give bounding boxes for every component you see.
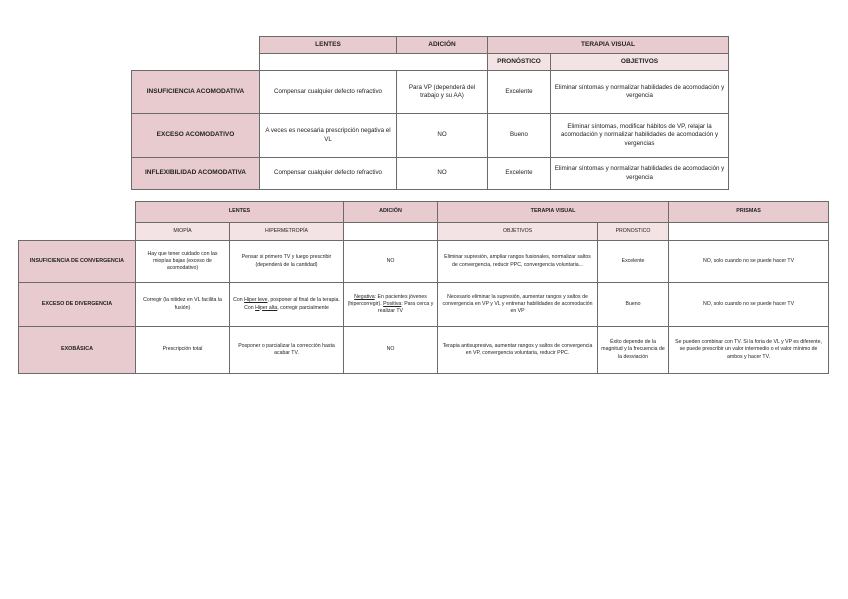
- row-label-exceso-de-divergencia: EXCESO DE DIVERGENCIA: [19, 283, 136, 327]
- cell-objetivos: Eliminar síntomas y normalizar habilidades de acomodación y vergencia: [551, 158, 729, 190]
- cell-objetivos: Necesario eliminar la supresión, aumentar rangos y saltos de convergencia en VP y VL y entrenar habilidades de acomodación en VP: [438, 283, 598, 327]
- header-blank-cell: [344, 223, 438, 241]
- cell-objetivos: Terapia antisupresiva, aumentar rangos y saltos de convergencia en VP, convergencia voluntaria, reducir PPC.: [438, 327, 598, 374]
- cell-pronostico: Éxito depende de la magnitud y la frecuencia de la desviación: [598, 327, 669, 374]
- row-label-insuficiencia-acomodativa: INSUFICIENCIA ACOMODATIVA: [132, 71, 260, 114]
- header-hipermetropia: HIPERMETROPÍA: [230, 223, 344, 241]
- header-blank-cell: [669, 223, 829, 241]
- cell-prismas: NO, solo cuando no se puede hacer TV: [669, 283, 829, 327]
- cell-adicion: NO: [397, 158, 488, 190]
- header-objetivos: OBJETIVOS: [551, 54, 729, 71]
- header-lentes: LENTES: [260, 37, 397, 54]
- cell-adicion: Negativa: En pacientes jóvenes (hipercorregir). Positiva: Para cerca y realizar TV: [344, 283, 438, 327]
- cell-pronostico: Excelente: [598, 241, 669, 283]
- cell-miopia: Corregir (la nitidez en VL facilita la fusión): [136, 283, 230, 327]
- cell-adicion: NO: [344, 327, 438, 374]
- header-pronostico: PRONÓSTICO: [488, 54, 551, 71]
- header-prismas: PRISMAS: [669, 202, 829, 223]
- cell-adicion: NO: [397, 114, 488, 158]
- row-label-exobasica: EXOBÁSICA: [19, 327, 136, 374]
- cell-miopia: Hay que tener cuidado con las miopías bajas (exceso de acomodativo): [136, 241, 230, 283]
- binocular-disorders-table: [18, 201, 829, 374]
- cell-adicion: NO: [344, 241, 438, 283]
- header-adicion: ADICIÓN: [397, 37, 488, 54]
- cell-pronostico: Bueno: [488, 114, 551, 158]
- cell-miopia: Prescripción total: [136, 327, 230, 374]
- row-label-inflexibilidad-acomodativa: INFLEXIBILIDAD ACOMODATIVA: [132, 158, 260, 190]
- accommodative-disorders-table: [131, 36, 729, 190]
- header-lentes: LENTES: [136, 202, 344, 223]
- row-label-insuficiencia-de-convergencia: INSUFICIENCIA DE CONVERGENCIA: [19, 241, 136, 283]
- cell-prismas: NO, solo cuando no se puede hacer TV: [669, 241, 829, 283]
- header-objetivos: OBJETIVOS: [438, 223, 598, 241]
- cell-pronostico: Excelente: [488, 158, 551, 190]
- cell-objetivos: Eliminar supresión, ampliar rangos fusionales, normalizar saltos de convergencia, reducir PPC, convergencia voluntaria...: [438, 241, 598, 283]
- cell-hipermetropia: Con Hiper leve, posponer al final de la terapia. Con Hiper alta, corregir parcialmente: [230, 283, 344, 327]
- cell-prismas: Se pueden combinar con TV. Si la foria de VL y VP es diferente, se puede prescribir un valor intermedio o el valor mínimo de ambos y hacer TV.: [669, 327, 829, 374]
- row-label-exceso-acomodativo: EXCESO ACOMODATIVO: [132, 114, 260, 158]
- header-miopia: MIOPÍA: [136, 223, 230, 241]
- cell-pronostico: Bueno: [598, 283, 669, 327]
- header-terapia-visual: TERAPIA VISUAL: [488, 37, 729, 54]
- cell-lentes: Compensar cualquier defecto refractivo: [260, 158, 397, 190]
- cell-hipermetropia: Pensar si primero TV y luego prescribir (dependerá de la cantidad): [230, 241, 344, 283]
- cell-objetivos: Eliminar síntomas, modificar hábitos de VP, relajar la acomodación y normalizar habilidades de acomodación y vergencias: [551, 114, 729, 158]
- header-pronostico: PRONOSTICO: [598, 223, 669, 241]
- header-terapia-visual: TERAPIA VISUAL: [438, 202, 669, 223]
- cell-lentes: Compensar cualquier defecto refractivo: [260, 71, 397, 114]
- cell-pronostico: Excelente: [488, 71, 551, 114]
- cell-lentes: A veces es necesaria prescripción negativa el VL: [260, 114, 397, 158]
- header-adicion: ADICIÓN: [344, 202, 438, 223]
- cell-adicion: Para VP (dependerá del trabajo y su AA): [397, 71, 488, 114]
- cell-objetivos: Eliminar síntomas y normalizar habilidades de acomodación y vergencia: [551, 71, 729, 114]
- header-blank-cell: [260, 54, 488, 71]
- cell-hipermetropia: Posponer o parcializar la corrección hasta acabar TV.: [230, 327, 344, 374]
